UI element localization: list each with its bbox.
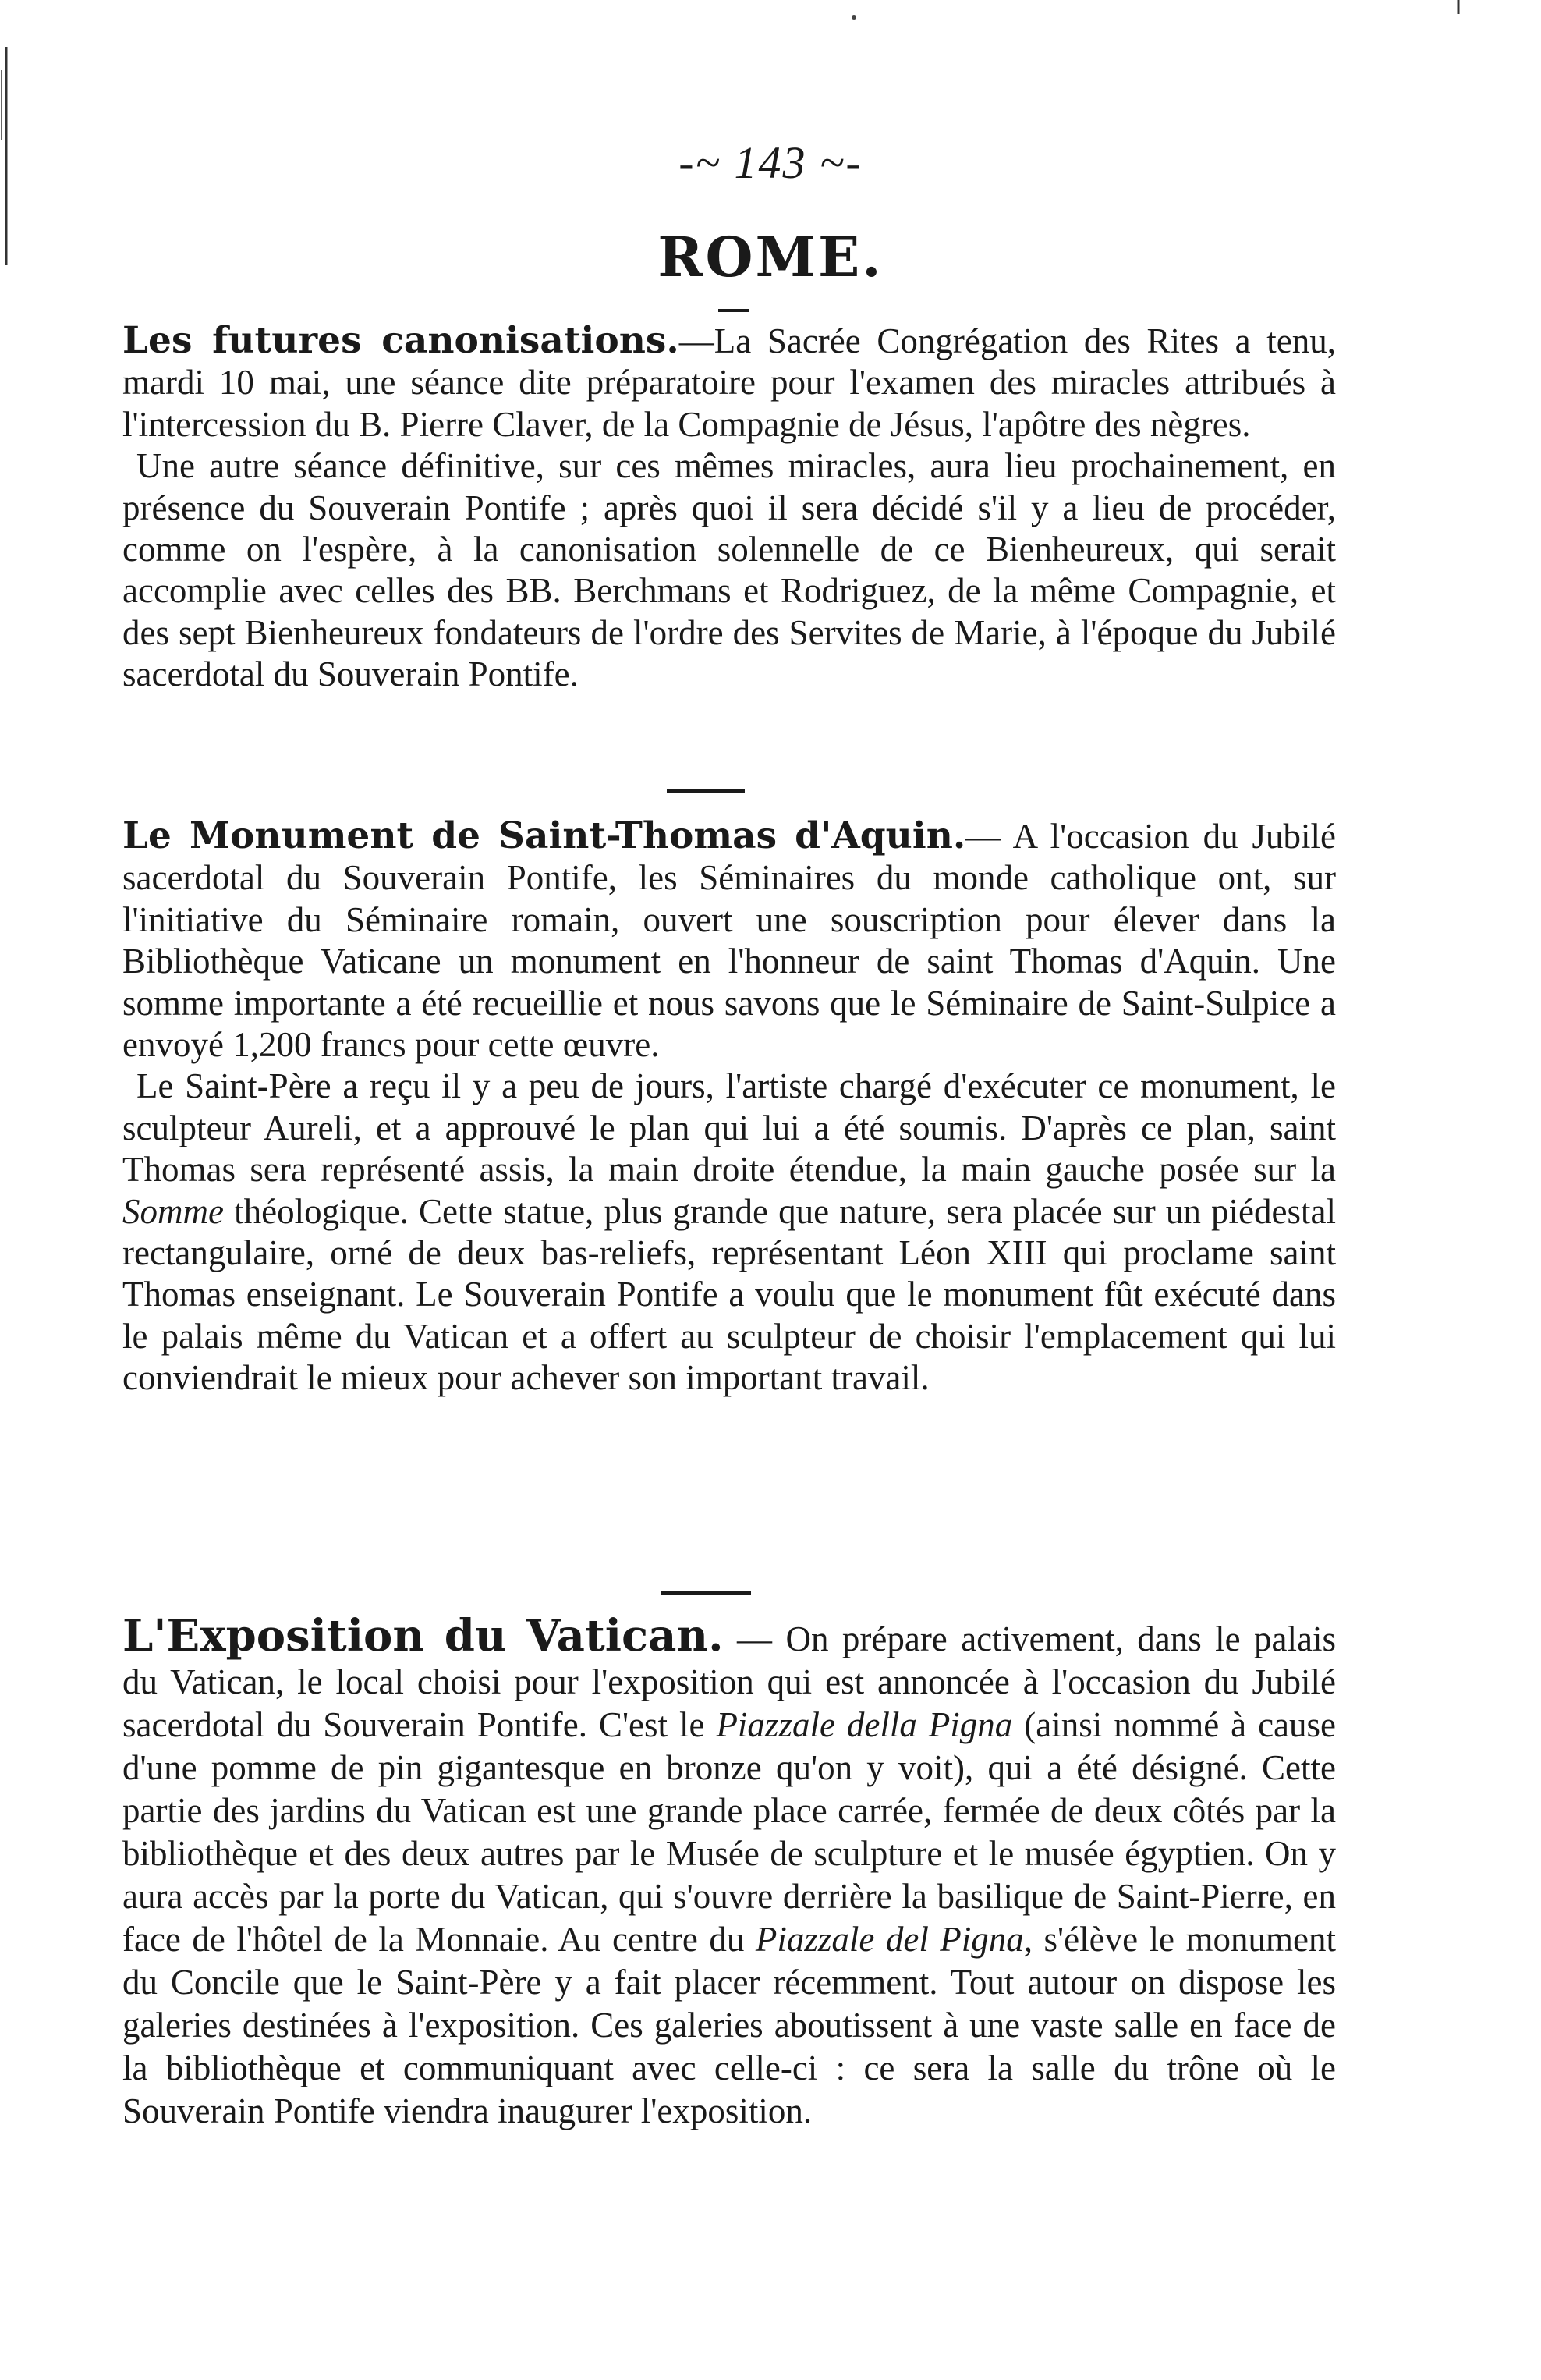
article-monument xyxy=(122,815,1336,1399)
title-rule xyxy=(718,309,749,312)
separator-rule xyxy=(667,789,745,793)
article-text: — A l'occasion du Jubilé sacerdotal du Souverain Pontife, les Séminaires du monde catholique ont, sur l'initiative du Séminaire romain, ouvert une souscription pour élever dans la Bibliothèque Vaticane un monument en l'honneur de saint Thomas d'Aquin. Une somme importante a été recueillie et nous savons que le Séminaire de Saint-Sulpice a envoyé 1,200 francs pour cette œuvre. xyxy=(122,817,1336,1065)
article-exposition xyxy=(122,1610,1337,2133)
section-title: ROME. xyxy=(657,225,884,289)
article-italic: Somme xyxy=(122,1191,224,1231)
article-italic: Piazzale del Pigna, xyxy=(755,1920,1033,1959)
separator-rule xyxy=(661,1591,751,1595)
article-text: (ainsi nommé à cause d'une pomme de pin gigantesque en bronze qu'on y voit), qui a été désigné. Cette partie des jardins du Vatican est une grande place carrée, fermée de deux côtés par la bibliothèque et des deux autres par le Musée de sculpture et le musée égyptien. On y aura accès par la porte du Vatican, qui s'ouvre derrière la basilique de Saint-Pierre, en face de l'hôtel de la Monnaie. Au centre du xyxy=(122,1705,1336,1959)
article-lead: Les futures canonisations. xyxy=(122,319,679,362)
page-number: -~ 143 ~- xyxy=(678,137,863,188)
article-paragraph: Une autre séance définitive, sur ces mêmes miracles, aura lieu prochainement, en présence du Souverain Pontife ; après quoi il sera décidé s'il y a lieu de procéder, comme on l'espère, à la canonisation solennelle de ce Bienheureux, qui serait accomplie avec celles des BB. Berchmans et Rodriguez, de la même Compagnie, et des sept Bienheureux fondateurs de l'ordre des Servites de Marie, à l'époque du Jubilé sacerdotal du Souverain Pontife. xyxy=(122,446,1336,694)
article-text: Le Saint-Père a reçu il y a peu de jours, l'artiste chargé d'exécuter ce monument, le sculpteur Aureli, et a approuvé le plan qui lui a été soumis. D'après ce plan, saint Thomas sera représenté assis, la main droite étendue, la main gauche posée sur la xyxy=(122,1066,1336,1190)
article-text: théologique. Cette statue, plus grande que nature, sera placée sur un piédestal rectangulaire, orné de deux bas-reliefs, représentant Léon XIII qui proclame saint Thomas enseignant. Le Souverain Pontife a voulu que le monument fût exécuté dans le palais même du Vatican et a offert au sculpteur de choisir l'emplacement qui lui conviendrait le mieux pour achever son important travail. xyxy=(122,1191,1336,1398)
article-lead: L'Exposition du Vatican. xyxy=(122,1610,724,1662)
article-text: —La Sacrée Congrégation des Rites a tenu, mardi 10 mai, une séance dite préparatoire pour l'examen des miracles attribués à l'intercession du B. Pierre Claver, de la Compagnie de Jésus, l'apôtre des nègres. xyxy=(122,321,1336,444)
article-lead: Le Monument de Saint-Thomas d'Aquin. xyxy=(122,814,966,857)
article-text: — On prépare activement, dans le palais du Vatican, le local choisi pour l'exposition qui est annoncée à l'occasion du Jubilé sacerdotal du Souverain Pontife. C'est le xyxy=(122,1619,1337,1744)
article-canonisations xyxy=(122,320,1336,696)
article-italic: Piazzale della Pigna xyxy=(716,1705,1013,1744)
article-text: s'élève le monument du Concile que le Saint-Père y a fait placer récemment. Tout autour on dispose les galeries destinées à l'exposition. Ces galeries aboutissent à une vaste salle en face de la bibliothèque et communiquant avec celle-ci : ce sera la salle du trône où le Souverain Pontife viendra inaugurer l'exposition. xyxy=(122,1920,1336,2130)
